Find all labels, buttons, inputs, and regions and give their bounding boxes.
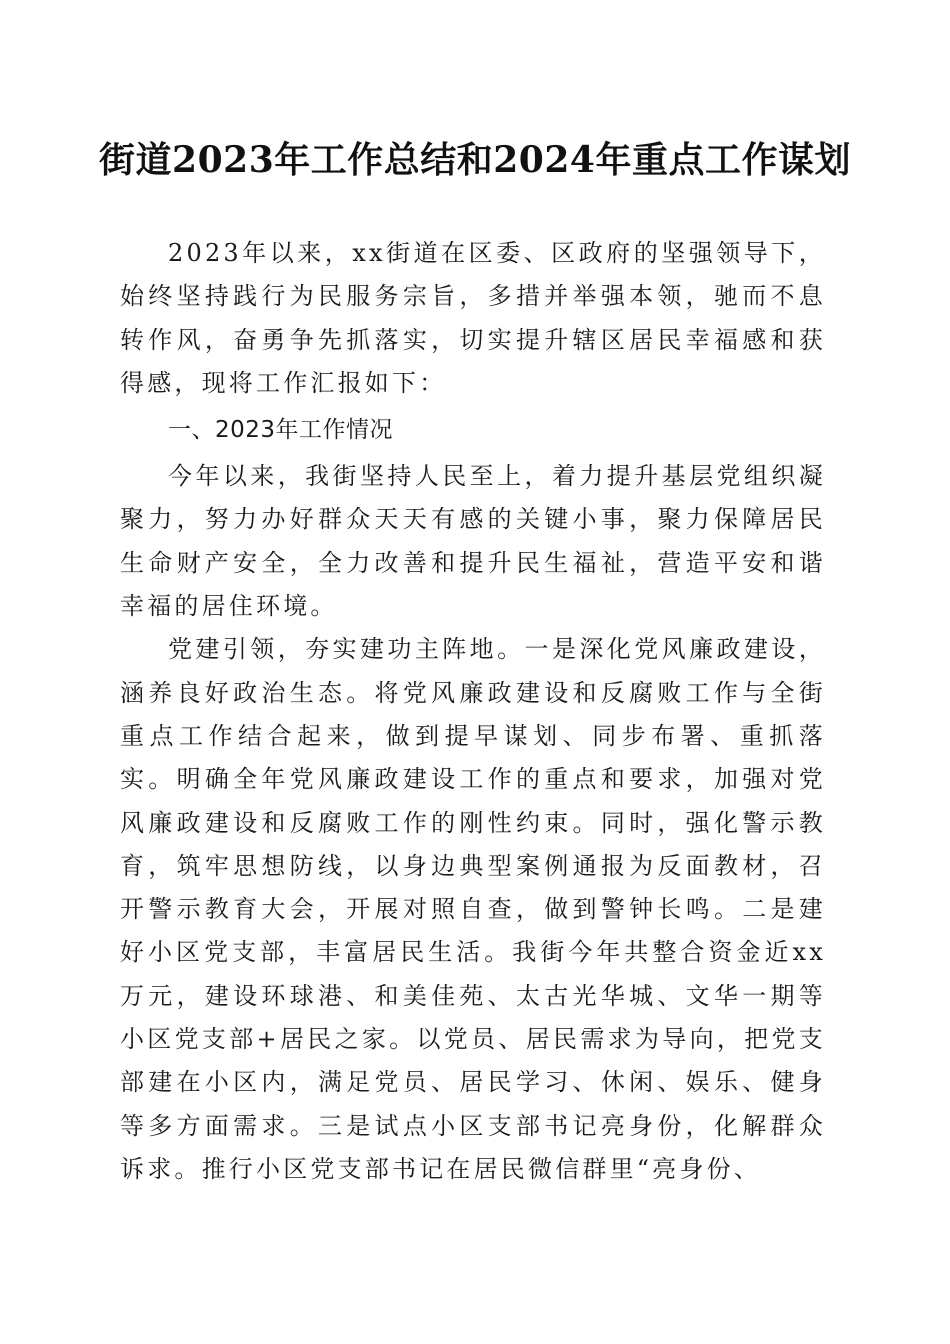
section-overview-paragraph: 今年以来，我街坚持人民至上，着力提升基层党组织凝聚力，努力办好群众天天有感的关键小事，聚力保障居民生命财产安全，全力改善和提升民生福祉，营造平安和谐幸福的居住环境。	[120, 462, 826, 621]
document-body	[120, 232, 826, 1191]
intro-paragraph: 2023年以来，xx街道在区委、区政府的坚强领导下，始终坚持践行为民服务宗旨，多措并举强本领，驰而不息转作风，奋勇争先抓落实，切实提升辖区居民幸福感和获得感，现将工作汇报如下：	[120, 239, 826, 397]
section-heading: 一、2023年工作情况	[168, 417, 394, 444]
document-title: 街道2023年工作总结和2024年重点工作谋划	[99, 139, 851, 181]
party-building-paragraph: 党建引领，夯实建功主阵地。一是深化党风廉政建设，涵养良好政治生态。将党风廉政建设和反腐败工作与全街重点工作结合起来，做到提早谋划、同步布署、重抓落实。明确全年党风廉政建设工作的重点和要求，加强对党风廉政建设和反腐败工作的刚性约束。同时，强化警示教育，筑牢思想防线，以身边典型案例通报为反面教材，召开警示教育大会，开展对照自查，做到警钟长鸣。二是建好小区党支部，丰富居民生活。我街今年共整合资金近xx万元，建设环球港、和美佳苑、太古光华城、文华一期等小区党支部+居民之家。以党员、居民需求为导向，把党支部建在小区内，满足党员、居民学习、休闲、娱乐、健身等多方面需求。三是试点小区支部书记亮身份，化解群众诉求。推行小区党支部书记在居民微信群里“亮身份、	[120, 635, 826, 1183]
